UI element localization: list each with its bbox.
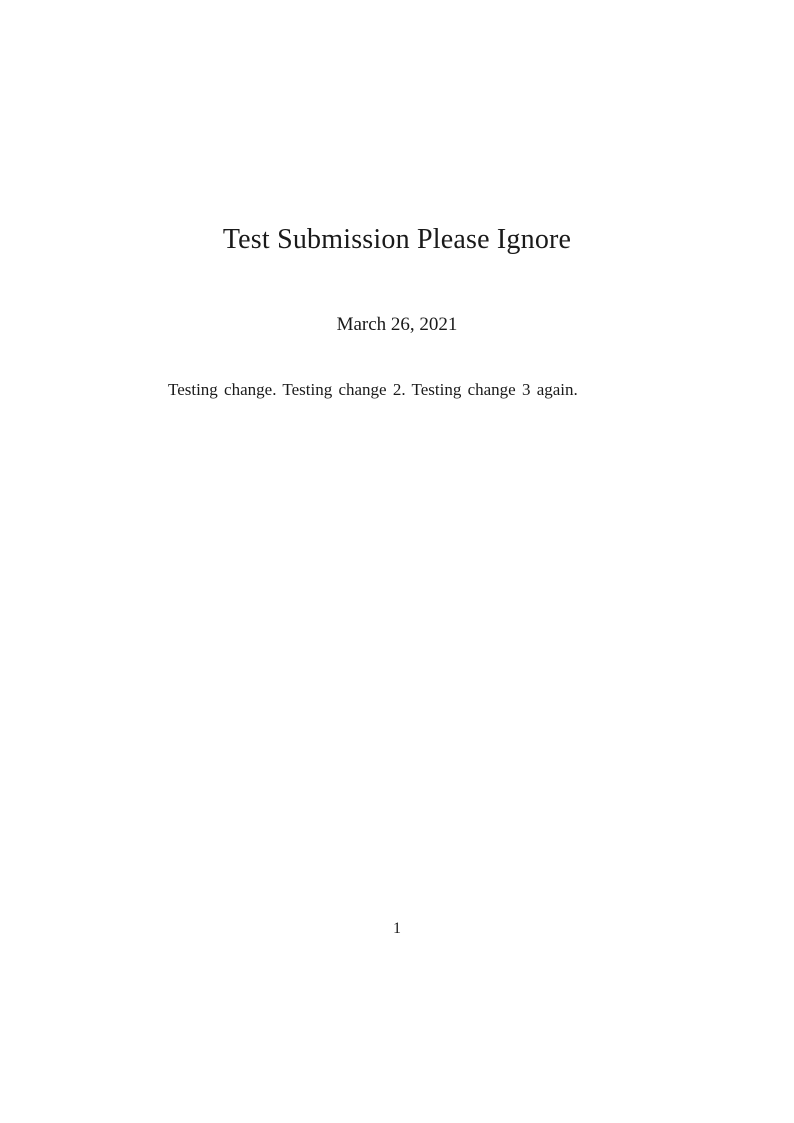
document-body-paragraph: Testing change. Testing change 2. Testing change 3 again. <box>168 380 578 399</box>
page-number: 1 <box>393 920 401 937</box>
document-title: Test Submission Please Ignore <box>222 224 572 255</box>
document-date: March 26, 2021 <box>336 314 458 335</box>
